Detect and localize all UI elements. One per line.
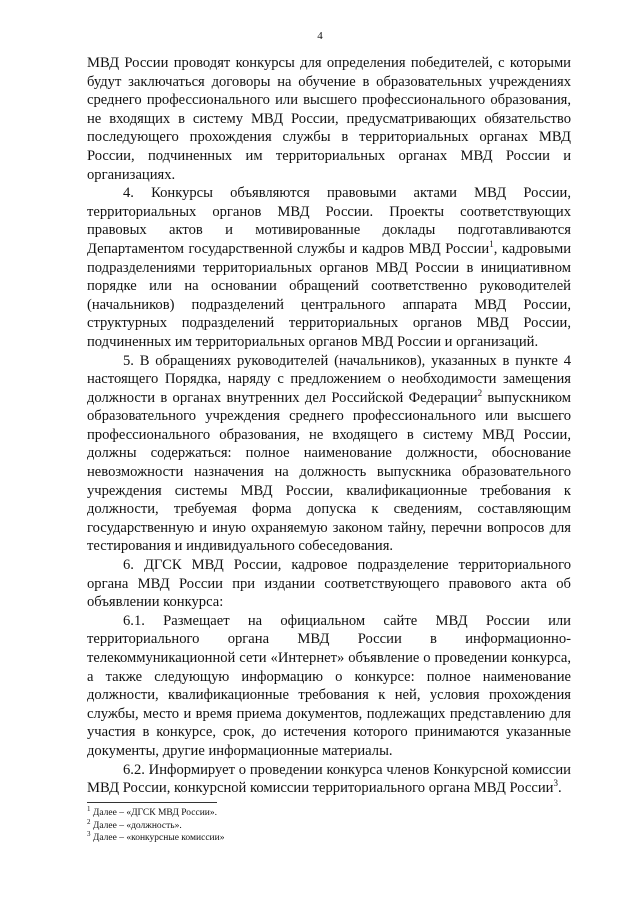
footnote-mark: 2 xyxy=(87,817,91,826)
footnotes xyxy=(87,807,387,845)
paragraph-text: . xyxy=(557,780,562,797)
paragraph-text: 6.2. Информирует о проведении конкурса членов Конкурсной комиссии МВД России, конкурсной комиссии территориального органа МВД России xyxy=(87,761,571,797)
paragraph xyxy=(87,612,571,761)
footnote xyxy=(87,817,387,833)
paragraph-text: , кадровыми подразделениями территориальных органов МВД России в инициативном порядке или на основании обращений соответственно руководителей (начальников) подразделений центрального аппарата МВД России, структурных подразделений территориальных органов МВД России, подчиненных им территориальных органов МВД России и организаций. xyxy=(87,240,572,350)
paragraph xyxy=(87,556,571,612)
paragraph-text: 6. ДГСК МВД России, кадровое подразделение территориального органа МВД России при издании соответствующего правового акта об объявлении конкурса: xyxy=(87,557,571,611)
footnote-reference: 3 xyxy=(553,778,558,789)
footnote-text: Далее – «конкурсные комиссии» xyxy=(90,833,225,843)
paragraph-text: 5. В обращениях руководителей (начальников), указанных в пункте 4 настоящего Порядка, наряду с предложением о необходимости замещения должности в органах внутренних дел Российской Федерации xyxy=(87,352,571,406)
footnote xyxy=(87,832,387,845)
paragraph-text: 6.1. Размещает на официальном сайте МВД России или территориального органа МВД России в информационно-телекоммуникационной сети «Интернет» объявление о проведении конкурса, а также следующую информацию о конкурсе: полное наименование должности, квалификационные требования к ней, условия прохождения службы, место и время приема документов, подлежащих представлению для участия в конкурсе, срок, до истечения которого принимаются указанные документы, другие информационные материалы. xyxy=(87,612,571,759)
page-number: 4 xyxy=(317,30,323,42)
paragraph-text: МВД России проводят конкурсы для определения победителей, с которыми будут заключаться договоры на обучение в образовательных учреждениях среднего профессионального или высшего профессионального образования, не входящих в систему МВД России, предусматривающих обязательство последующего прохождения службы в территориальных органах МВД России, подчиненных им территориальных органах МВД России и организациях. xyxy=(87,55,571,183)
footnote-mark: 1 xyxy=(87,805,91,813)
footnote-reference: 2 xyxy=(477,387,483,398)
footnote-separator xyxy=(87,802,217,803)
footnote-reference: 1 xyxy=(489,238,494,249)
paragraph xyxy=(87,54,571,184)
footnote-text: Далее – «должность». xyxy=(90,820,182,831)
paragraph-text: 4. Конкурсы объявляются правовыми актами МВД России, территориальных органов МВД России. Проекты соответствующих правовых актов и мотивированные доклады подготавливаются Департаментом государственной службы и кадров МВД России xyxy=(87,185,571,257)
paragraph xyxy=(87,352,571,557)
footnote xyxy=(87,807,387,820)
footnote-text: Далее – «ДГСК МВД России». xyxy=(90,808,218,818)
document-body xyxy=(87,54,571,798)
paragraph-text: выпускником образовательного учреждения среднего профессионального или высшего профессионального образования, не входящего в систему МВД России, должны содержаться: полное наименование должности, обоснование невозможности назначения на должность выпускника образовательного учреждения системы МВД России, квалификационные требования к должности, требуемая форма допуска к сведениям, составляющим государственную и иную охраняемую законом тайну, перечни вопросов для тестирования и индивидуального собеседования. xyxy=(87,389,571,555)
paragraph xyxy=(87,184,571,351)
footnote-mark: 3 xyxy=(87,830,91,838)
paragraph xyxy=(87,761,571,798)
